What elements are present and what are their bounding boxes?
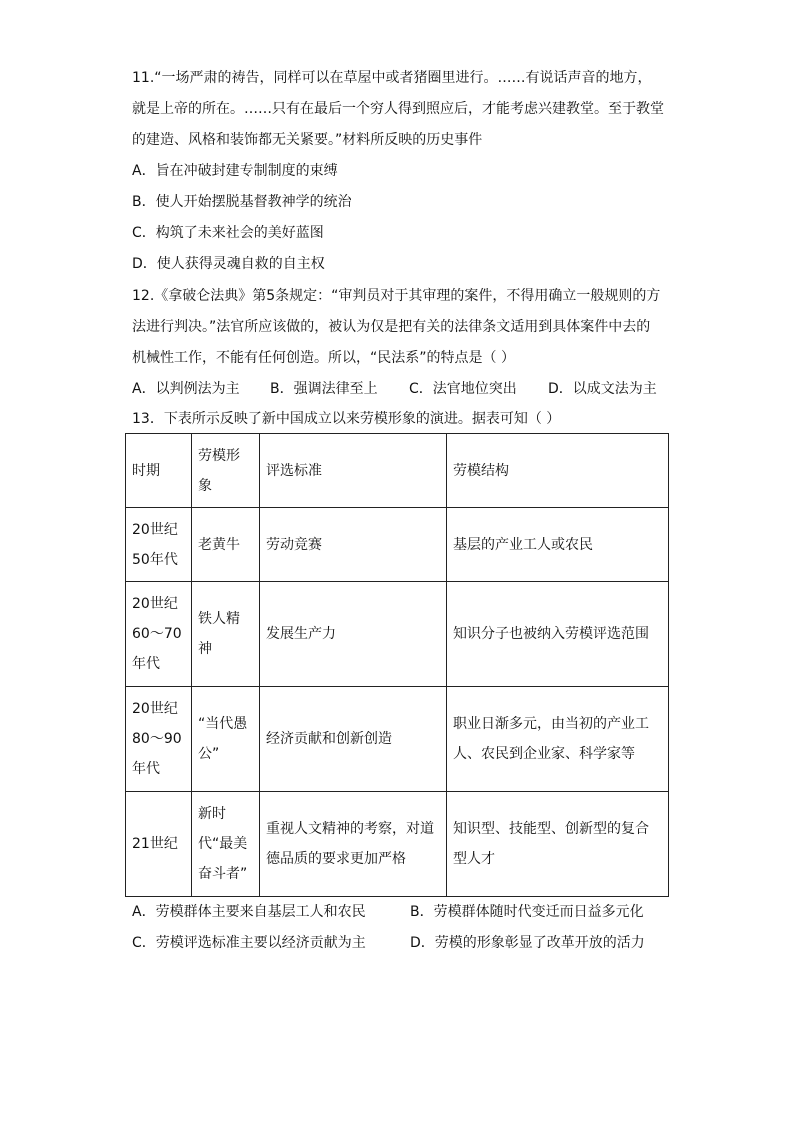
cell-image: 铁人精神 xyxy=(192,582,260,687)
cell-criteria: 发展生产力 xyxy=(260,582,447,687)
cell-structure: 知识型、技能型、创新型的复合型人才 xyxy=(447,792,669,897)
cell-structure: 基层的产业工人或农民 xyxy=(447,508,669,582)
q12-stem-line-2: 法进行判决。”法官所应该做的，被认为仅是把有关的法律条文适用到具体案件中去的 xyxy=(132,319,651,335)
q12-option-c[interactable]: C．法官地位突出 xyxy=(409,381,517,397)
q13-option-a[interactable]: A．劳模群体主要来自基层工人和农民 xyxy=(132,904,366,920)
cell-criteria: 重视人文精神的考察，对道德品质的要求更加严格 xyxy=(260,792,447,897)
header-structure: 劳模结构 xyxy=(447,434,669,508)
q11-stem-line-3: 的建造、风格和装饰都无关紧要。”材料所反映的历史事件 xyxy=(132,132,483,148)
q11-stem-line-2: 就是上帝的所在。……只有在最后一个穷人得到照应后，才能考虑兴建教堂。至于教堂 xyxy=(132,101,664,117)
q12-option-a[interactable]: A．以判例法为主 xyxy=(132,381,240,397)
q11-option-c[interactable]: C．构筑了未来社会的美好蓝图 xyxy=(132,225,324,241)
cell-period: 20世纪50年代 xyxy=(126,508,192,582)
cell-period: 21世纪 xyxy=(126,792,192,897)
cell-image: 老黄牛 xyxy=(192,508,260,582)
q13-option-c[interactable]: C．劳模评选标准主要以经济贡献为主 xyxy=(132,935,366,951)
table-row xyxy=(126,582,669,687)
q12-stem-line-3: 机械性工作，不能有任何创造。所以，“民法系”的特点是（ ） xyxy=(132,350,515,366)
cell-criteria: 经济贡献和创新创造 xyxy=(260,687,447,792)
q12-stem-line-1: 12.《拿破仑法典》第5条规定：“审判员对于其审理的案件，不得用确立一般规则的方 xyxy=(132,288,661,304)
cell-structure: 职业日渐多元，由当初的产业工人、农民到企业家、科学家等 xyxy=(447,687,669,792)
cell-image: “当代愚公” xyxy=(192,687,260,792)
q13-option-b[interactable]: B．劳模群体随时代变迁而日益多元化 xyxy=(410,904,644,920)
table-row xyxy=(126,687,669,792)
labor-model-table xyxy=(125,433,669,897)
q12-option-d[interactable]: D．以成文法为主 xyxy=(548,381,657,397)
table-header-row xyxy=(126,434,669,508)
q11-stem-line-1: 11.“一场严肃的祷告，同样可以在草屋中或者猪圈里进行。……有说话声音的地方， xyxy=(132,70,652,86)
cell-image: 新时代“最美奋斗者” xyxy=(192,792,260,897)
q11-option-d[interactable]: D．使人获得灵魂自救的自主权 xyxy=(132,256,325,272)
q12-option-b[interactable]: B．强调法律至上 xyxy=(270,381,378,397)
q13-option-d[interactable]: D．劳模的形象彰显了改革开放的活力 xyxy=(410,935,645,951)
q11-option-a[interactable]: A．旨在冲破封建专制制度的束缚 xyxy=(132,163,338,179)
header-image: 劳模形象 xyxy=(192,434,260,508)
cell-structure: 知识分子也被纳入劳模评选范围 xyxy=(447,582,669,687)
table-row xyxy=(126,508,669,582)
header-criteria: 评选标准 xyxy=(260,434,447,508)
q13-stem: 13．下表所示反映了新中国成立以来劳模形象的演进。据表可知（ ） xyxy=(132,411,561,427)
cell-criteria: 劳动竞赛 xyxy=(260,508,447,582)
q11-option-b[interactable]: B．使人开始摆脱基督教神学的统治 xyxy=(132,194,352,210)
table-row xyxy=(126,792,669,897)
cell-period: 20世纪60～70年代 xyxy=(126,582,192,687)
cell-period: 20世纪80～90年代 xyxy=(126,687,192,792)
header-period: 时期 xyxy=(126,434,192,508)
